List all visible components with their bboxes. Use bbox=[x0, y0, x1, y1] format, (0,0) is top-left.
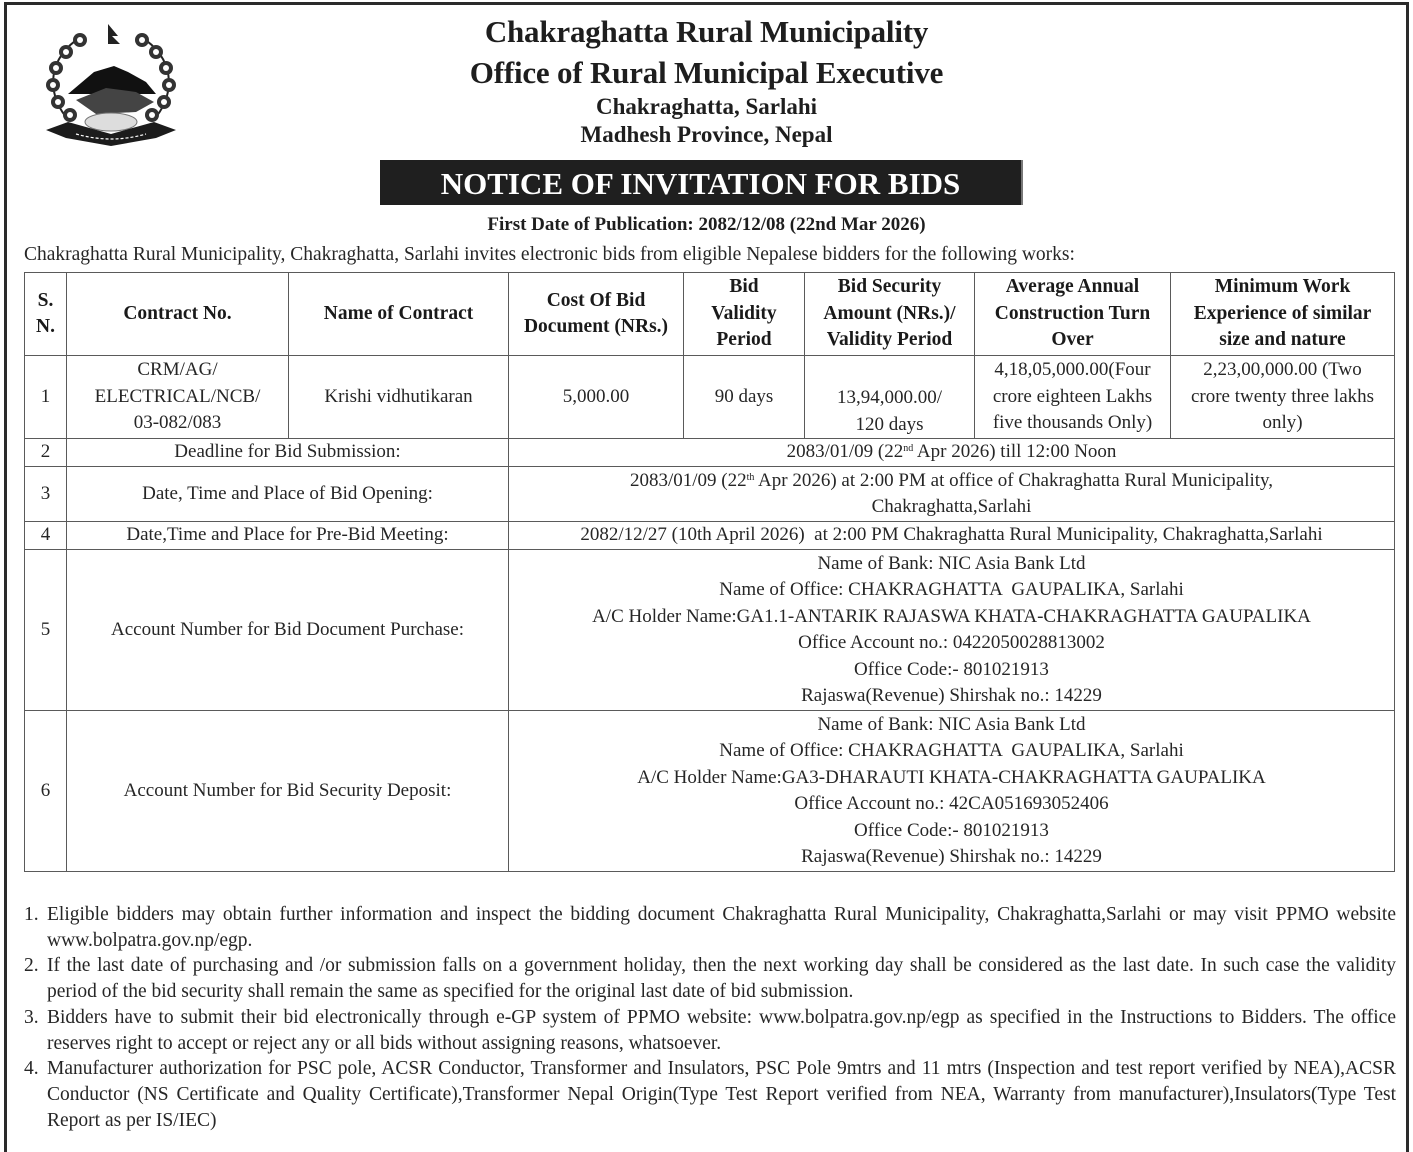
col-header-turnover: Average Annual Construction Turn Over bbox=[975, 273, 1171, 356]
col-header-bid-validity: Bid Validity Period bbox=[684, 273, 805, 356]
bids-table bbox=[24, 272, 1395, 872]
cell-value: 2083/01/09 (22th Apr 2026) at 2:00 PM at office of Chakraghatta Rural Municipality, Chakraghatta,Sarlahi bbox=[509, 467, 1395, 522]
cell-bank-details bbox=[509, 711, 1395, 872]
cell-label: Date,Time and Place for Pre-Bid Meeting: bbox=[67, 522, 509, 550]
intro-paragraph: Chakraghatta Rural Municipality, Chakraghatta, Sarlahi invites electronic bids from eligible Nepalese bidders for the following works: bbox=[24, 244, 1075, 265]
note-item: 3. Bidders have to submit their bid electronically through e-GP system of PPMO website: www.bolpatra.gov.np/egp as specified in the Instructions to Bidders. The office reserves right to accept or reject any or all bids without assigning reasons, whatsoever. bbox=[24, 1006, 1396, 1054]
bank-name: Name of Bank: NIC Asia Bank Ltd bbox=[817, 713, 1086, 735]
office-location: Chakraghatta, Sarlahi bbox=[595, 94, 818, 119]
office-name: Office of Rural Municipal Executive bbox=[469, 55, 944, 90]
org-name: Chakraghatta Rural Municipality bbox=[484, 14, 929, 49]
cell-bank-details bbox=[509, 550, 1395, 711]
table-row-bid-doc-account bbox=[25, 550, 1395, 711]
table-row-bid-security-account bbox=[25, 711, 1395, 872]
col-header-bid-security: Bid Security Amount (NRs.)/ Validity Period bbox=[805, 273, 975, 356]
office-code: Office Code:- 801021913 bbox=[854, 819, 1049, 841]
cell-sn: 3 bbox=[25, 467, 67, 522]
cell-contract-no: CRM/AG/ ELECTRICAL/NCB/ 03-082/083 bbox=[67, 356, 289, 439]
ac-holder-name: A/C Holder Name:GA1.1-ANTARIK RAJASWA KHATA-CHAKRAGHATTA GAUPALIKA bbox=[592, 605, 1311, 627]
revenue-shirshak-no: Rajaswa(Revenue) Shirshak no.: 14229 bbox=[801, 685, 1102, 706]
office-code: Office Code:- 801021913 bbox=[854, 658, 1049, 680]
cell-sn: 6 bbox=[25, 711, 67, 872]
office-name-line: Name of Office: CHAKRAGHATTA GAUPALIKA, Sarlahi bbox=[719, 740, 1184, 761]
note-item: 2. If the last date of purchasing and /or submission falls on a government holiday, then the next working day shall be considered as the last date. In such case the validity period of the bid security shall remain the same as specified for the original last date of bid submission. bbox=[24, 955, 1396, 1003]
col-header-bid-doc-cost: Cost Of Bid Document (NRs.) bbox=[509, 273, 684, 356]
cell-value: 2083/01/09 (22nd Apr 2026) till 12:00 Noon bbox=[509, 439, 1395, 467]
notes-list bbox=[24, 902, 1396, 1133]
cell-label: Account Number for Bid Document Purchase: bbox=[67, 550, 509, 711]
cell-label: Deadline for Bid Submission: bbox=[67, 439, 509, 467]
cell-contract-name: Krishi vidhutikaran bbox=[289, 356, 509, 439]
revenue-shirshak-no: Rajaswa(Revenue) Shirshak no.: 14229 bbox=[801, 846, 1102, 867]
cell-sn: 1 bbox=[25, 356, 67, 439]
cell-bid-validity: 90 days bbox=[684, 356, 805, 439]
bank-name: Name of Bank: NIC Asia Bank Ltd bbox=[817, 552, 1086, 574]
ac-holder-name: A/C Holder Name:GA3-DHARAUTI KHATA-CHAKRAGHATTA GAUPALIKA bbox=[637, 766, 1266, 788]
note-item: 1. Eligible bidders may obtain further information and inspect the bidding document Chakraghatta Rural Municipality, Chakraghatta,Sarlahi or may visit PPMO website www.bolpatra.gov.np/egp. bbox=[24, 904, 1396, 951]
table-row-deadline bbox=[25, 439, 1395, 467]
notice-title-banner: NOTICE OF INVITATION FOR BIDS bbox=[380, 160, 1023, 205]
col-header-contract-no: Contract No. bbox=[67, 273, 289, 356]
cell-label: Account Number for Bid Security Deposit: bbox=[67, 711, 509, 872]
office-name-line: Name of Office: CHAKRAGHATTA GAUPALIKA, Sarlahi bbox=[719, 579, 1184, 600]
cell-bid-security: 13,94,000.00/ 120 days bbox=[805, 356, 975, 439]
publication-date: First Date of Publication: 2082/12/08 (22nd Mar 2026) bbox=[487, 214, 926, 235]
cell-value: 2082/12/27 (10th April 2026) at 2:00 PM Chakraghatta Rural Municipality, Chakraghatta,Sarlahi bbox=[509, 522, 1395, 550]
col-header-contract-name: Name of Contract bbox=[289, 273, 509, 356]
cell-label: Date, Time and Place of Bid Opening: bbox=[67, 467, 509, 522]
cell-sn: 2 bbox=[25, 439, 67, 467]
table-row-contract bbox=[25, 356, 1395, 439]
office-account-no: Office Account no.: 42CA051693052406 bbox=[794, 793, 1109, 814]
table-row-pre-bid-meeting bbox=[25, 522, 1395, 550]
col-header-sn: S. N. bbox=[25, 273, 67, 356]
note-item: 4. Manufacturer authorization for PSC pole, ACSR Conductor, Transformer and Insulators, PSC Pole 9mtrs and 11 mtrs (Inspection and test report verified by NEA),ACSR Conductor (NS Certificate and Quality Certificate),Transformer Nepal Origin(Type Test Report verified from NEA, Warranty from manufacturer),Insulators(Type Test Report as per IS/IEC) bbox=[24, 1058, 1396, 1131]
table-header-row bbox=[25, 273, 1395, 356]
cell-turnover: 4,18,05,000.00(Four crore eighteen Lakhs five thousands Only) bbox=[975, 356, 1171, 439]
office-account-no: Office Account no.: 0422050028813002 bbox=[798, 632, 1105, 653]
cell-sn: 4 bbox=[25, 522, 67, 550]
cell-sn: 5 bbox=[25, 550, 67, 711]
province: Madhesh Province, Nepal bbox=[580, 122, 833, 147]
col-header-experience: Minimum Work Experience of similar size and nature bbox=[1171, 273, 1395, 356]
cell-experience: 2,23,00,000.00 (Two crore twenty three lakhs only) bbox=[1171, 356, 1395, 439]
table-row-bid-opening bbox=[25, 467, 1395, 522]
cell-bid-doc-cost: 5,000.00 bbox=[509, 356, 684, 439]
